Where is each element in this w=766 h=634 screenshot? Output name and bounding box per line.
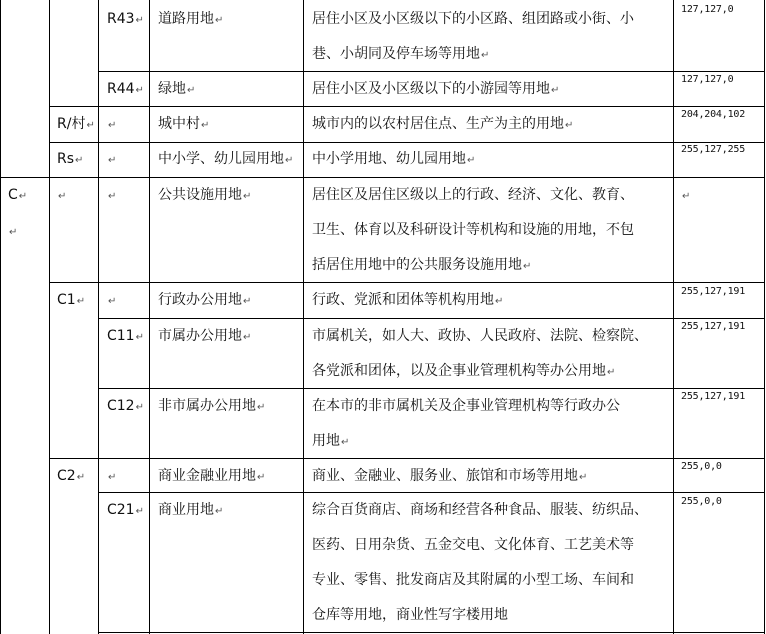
description-cell: 居住小区及小区级以下的小游园等用地↵ <box>312 81 560 97</box>
column-divider-name <box>303 0 304 634</box>
description-line: 在本市的非市属机关及企事业管理机构等行政办公 <box>312 398 620 414</box>
description-cell: 中小学用地、幼儿园用地↵ <box>312 151 476 167</box>
description-line: 专业、零售、批发商店及其附属的小型工场、车间和 <box>312 572 634 588</box>
sub-code-cell: R44↵ <box>107 81 144 97</box>
description-line: 用地 <box>312 433 340 449</box>
description-line: 市属机关，如人大、政协、人民政府、法院、检察院、 <box>312 328 648 344</box>
name-cell: 行政办公用地↵ <box>158 292 252 308</box>
column-divider-code <box>98 0 99 634</box>
description-line: 仓库等用地，商业性写字楼用地 <box>312 607 508 623</box>
major-class-cell: C↵ ↵ <box>8 187 28 238</box>
sub-code-cell: ↵ <box>108 296 117 307</box>
rgb-cell: 204,204,102 <box>681 109 746 120</box>
rgb-cell: 255,127,255 <box>681 144 746 155</box>
rgb-cell: 255,127,191 <box>681 321 746 332</box>
column-divider-major <box>49 0 50 634</box>
sub-code-cell: ↵ <box>108 155 117 166</box>
description-line: 医药、日用杂货、五金交电、文化体育、工艺美术等 <box>312 537 634 553</box>
name-cell: 商业用地↵ <box>158 502 224 518</box>
name-cell: 非市属办公用地↵ <box>158 398 266 414</box>
table-border-left <box>0 0 1 634</box>
sub-code-cell: ↵ <box>108 472 117 483</box>
rgb-cell: 255,0,0 <box>681 461 722 472</box>
name-cell: 中小学、幼儿园用地↵ <box>158 151 294 167</box>
rgb-cell: 255,127,191 <box>681 286 746 297</box>
table-border-right <box>764 0 765 634</box>
name-cell: 城中村↵ <box>158 116 210 132</box>
name-cell: 商业金融业用地↵ <box>158 468 266 484</box>
description-cell: 城市内的以农村居住点、生产为主的用地↵ <box>312 116 574 132</box>
code-cell: R/村↵ <box>57 116 95 132</box>
rgb-cell: 255,0,0 <box>681 496 722 507</box>
description-cell: 在本市的非市属机关及企事业管理机构等行政办公 用地↵ <box>312 398 620 449</box>
code-cell: C1↵ <box>57 292 86 308</box>
description-line: 括居住用地中的公共服务设施用地 <box>312 257 522 273</box>
sub-code-cell: C12↵ <box>107 398 144 414</box>
sub-code-cell: R43↵ <box>107 11 144 27</box>
name-cell: 公共设施用地↵ <box>158 187 252 203</box>
sub-code-cell: C11↵ <box>107 328 144 344</box>
description-line: 居住区及居住区级以上的行政、经济、文化、教育、 <box>312 187 634 203</box>
code-cell: C2↵ <box>57 468 86 484</box>
description-cell: 市属机关，如人大、政协、人民政府、法院、检察院、 各党派和团体，以及企事业管理机构等办公用地↵ <box>312 328 648 379</box>
name-cell: 绿地↵ <box>158 81 196 97</box>
column-divider-subcode <box>149 0 150 634</box>
name-cell: 道路用地↵ <box>158 11 224 27</box>
description-line: 居住小区及小区级以下的小区路、组团路或小街、小 <box>312 11 634 27</box>
description-cell: 行政、党派和团体等机构用地↵ <box>312 292 504 308</box>
rgb-cell: 127,127,0 <box>681 4 734 15</box>
sub-code-cell: ↵ <box>108 191 117 202</box>
description-line: 各党派和团体，以及企事业管理机构等办公用地 <box>312 363 606 379</box>
description-cell: 居住区及居住区级以上的行政、经济、文化、教育、 卫生、体育以及科研设计等机构和设施的用地，不包 括居住用地中的公共服务设施用地↵ <box>312 187 634 273</box>
description-cell: 商业、金融业、服务业、旅馆和市场等用地↵ <box>312 468 588 484</box>
name-cell: 市属办公用地↵ <box>158 328 252 344</box>
description-cell <box>312 493 648 633</box>
description-line: 巷、小胡同及停车场等用地 <box>312 46 480 62</box>
rgb-cell-empty: ↵ <box>682 191 691 202</box>
sub-code-cell: ↵ <box>108 120 117 131</box>
code-cell: Rs↵ <box>57 151 84 167</box>
description-line: 卫生、体育以及科研设计等机构和设施的用地，不包 <box>312 222 634 238</box>
rgb-cell: 127,127,0 <box>681 74 734 85</box>
sub-code-cell: C21↵ <box>107 502 144 518</box>
description-line: 综合百货商店、商场和经营各种食品、服装、纺织品、 <box>312 502 648 518</box>
description-cell: 居住小区及小区级以下的小区路、组团路或小街、小 巷、小胡同及停车场等用地↵ <box>312 11 634 62</box>
rgb-cell: 255,127,191 <box>681 391 746 402</box>
code-cell: ↵ <box>58 191 67 202</box>
column-divider-desc <box>673 0 674 634</box>
